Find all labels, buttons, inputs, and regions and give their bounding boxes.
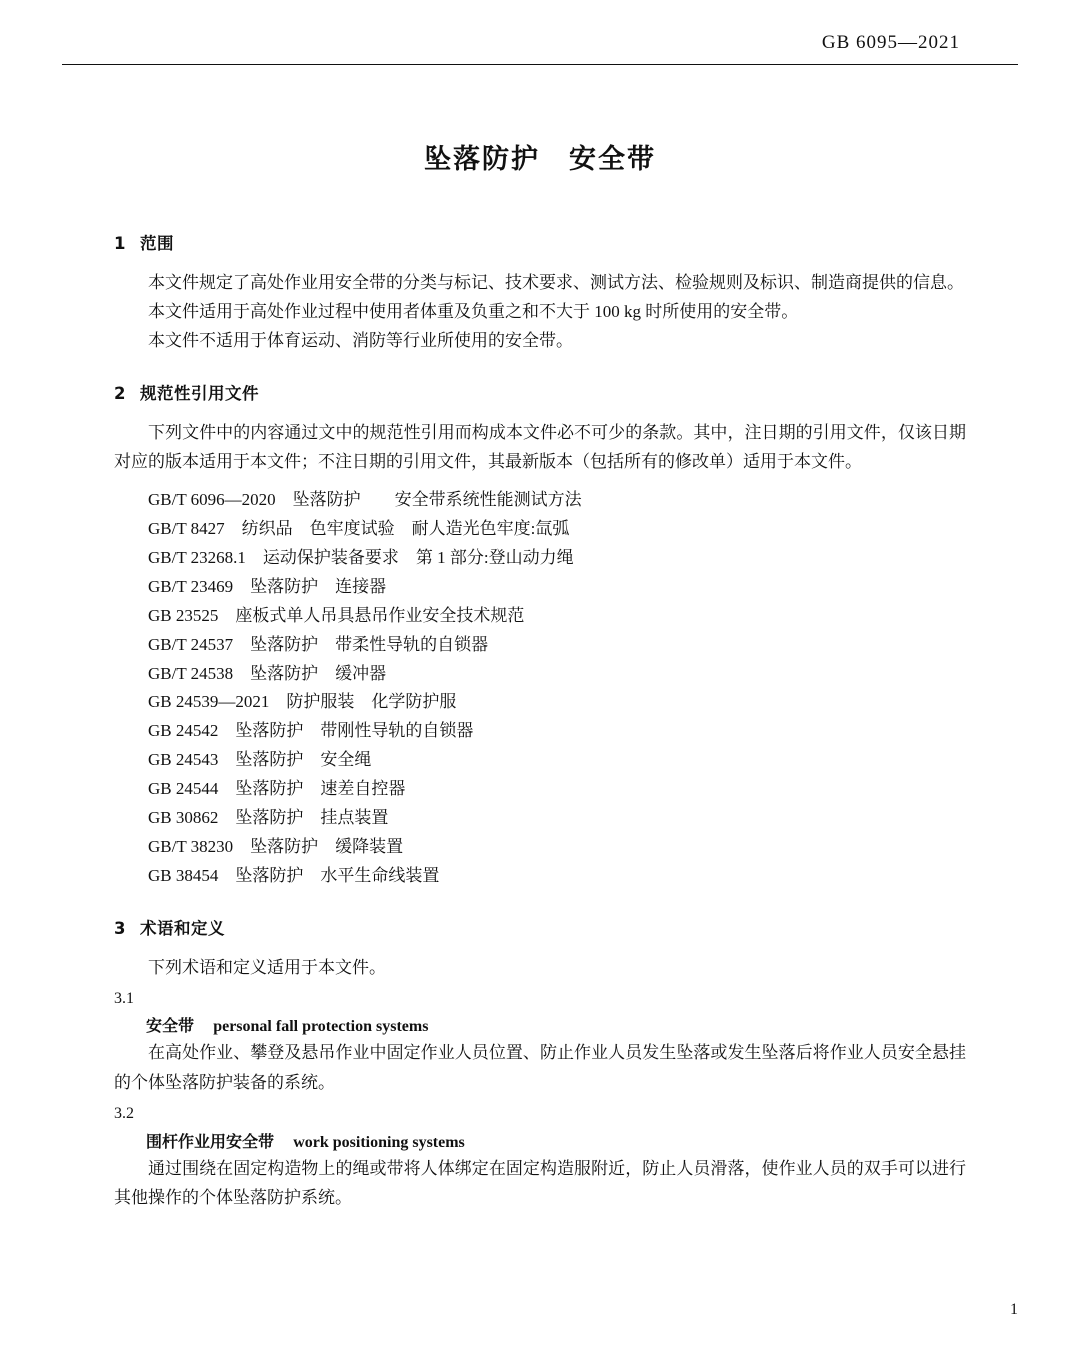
page-header [62, 26, 1018, 54]
list-item: GB/T 8427 纺织品 色牢度试验 耐人造光色牢度:氙弧 [148, 519, 570, 539]
term-number-3-1: 3.1 [114, 989, 134, 1007]
list-item: GB/T 23268.1 运动保护装备要求 第 1 部分:登山动力绳 [148, 547, 574, 567]
list-item: GB 38454 坠落防护 水平生命线装置 [148, 865, 440, 885]
section-title-2: 规范性引用文件 [140, 383, 259, 403]
section-number-3: 3 [114, 918, 126, 938]
term-number-3-2: 3.2 [114, 1104, 134, 1122]
term-name-en-3-1: personal fall protection systems [213, 1018, 429, 1036]
normative-references-list [114, 486, 966, 890]
section-1-paragraph-1: 本文件规定了高处作业用安全带的分类与标记、技术要求、测试方法、检验规则及标识、制造商提供的信息。 [148, 273, 964, 292]
list-item: GB 23525 座板式单人吊具悬吊作业安全技术规范 [148, 605, 525, 625]
section-number-1: 1 [114, 234, 126, 253]
section-1-paragraph-3: 本文件不适用于体育运动、消防等行业所使用的安全带。 [148, 331, 573, 351]
header-rule [62, 64, 1018, 65]
list-item: GB 24543 坠落防护 安全绳 [148, 750, 372, 770]
term-name-3-2 [114, 1129, 966, 1152]
list-item: GB 24542 坠落防护 带刚性导轨的自锁器 [148, 721, 474, 741]
term-name-cn-3-2: 围杆作业用安全带 [146, 1131, 275, 1151]
list-item: GB/T 6096—2020 坠落防护 安全带系统性能测试方法 [148, 490, 582, 510]
term-definition-3-1: 在高处作业、攀登及悬吊作业中固定作业人员位置、防止作业人员发生坠落或发生坠落后将作业人员安全悬挂的个体坠落防护装备的系统。 [114, 1043, 966, 1092]
section-1-paragraph-2: 本文件适用于高处作业过程中使用者体重及负重之和不大于 100 kg 时所使用的安全带。 [148, 302, 799, 322]
section-heading-2 [114, 380, 966, 404]
section-heading-3 [114, 915, 966, 939]
section-heading-1 [114, 230, 966, 254]
section-2-paragraph-1: 下列文件中的内容通过文中的规范性引用而构成本文件必不可少的条款。其中，注日期的引用文件，仅该日期对应的版本适用于本文件；不注日期的引用文件，其最新版本（包括所有的修改单）适用于本文件。 [114, 422, 966, 471]
term-definition-3-2: 通过围绕在固定构造物上的绳或带将人体绑定在固定构造服附近，防止人员滑落，使作业人员的双手可以进行其他操作的个体坠落防护系统。 [114, 1158, 966, 1207]
term-name-cn-3-1: 安全带 [146, 1016, 195, 1036]
page-title: 坠落防护 安全带 [424, 144, 656, 175]
list-item: GB/T 23469 坠落防护 连接器 [148, 576, 387, 596]
page-number: 1 [1010, 1301, 1018, 1318]
list-item: GB 30862 坠落防护 挂点装置 [148, 807, 389, 827]
spacer [114, 356, 966, 380]
section-title-1: 范围 [140, 234, 174, 253]
section-number-2: 2 [114, 383, 126, 403]
section-title-3: 术语和定义 [140, 918, 225, 938]
list-item: GB 24544 坠落防护 速差自控器 [148, 779, 406, 799]
term-name-3-1 [114, 1013, 966, 1036]
list-item: GB 24539—2021 防护服装 化学防护服 [148, 692, 457, 712]
spacer [114, 891, 966, 915]
section-3-paragraph-1: 下列术语和定义适用于本文件。 [148, 957, 386, 977]
list-item: GB/T 24538 坠落防护 缓冲器 [148, 663, 387, 683]
standard-code: GB 6095—2021 [821, 32, 960, 53]
document-body [62, 230, 1018, 1212]
list-item: GB/T 24537 坠落防护 带柔性导轨的自锁器 [148, 634, 489, 654]
term-name-en-3-2: work positioning systems [293, 1133, 465, 1151]
list-item: GB/T 38230 坠落防护 缓降装置 [148, 836, 404, 856]
